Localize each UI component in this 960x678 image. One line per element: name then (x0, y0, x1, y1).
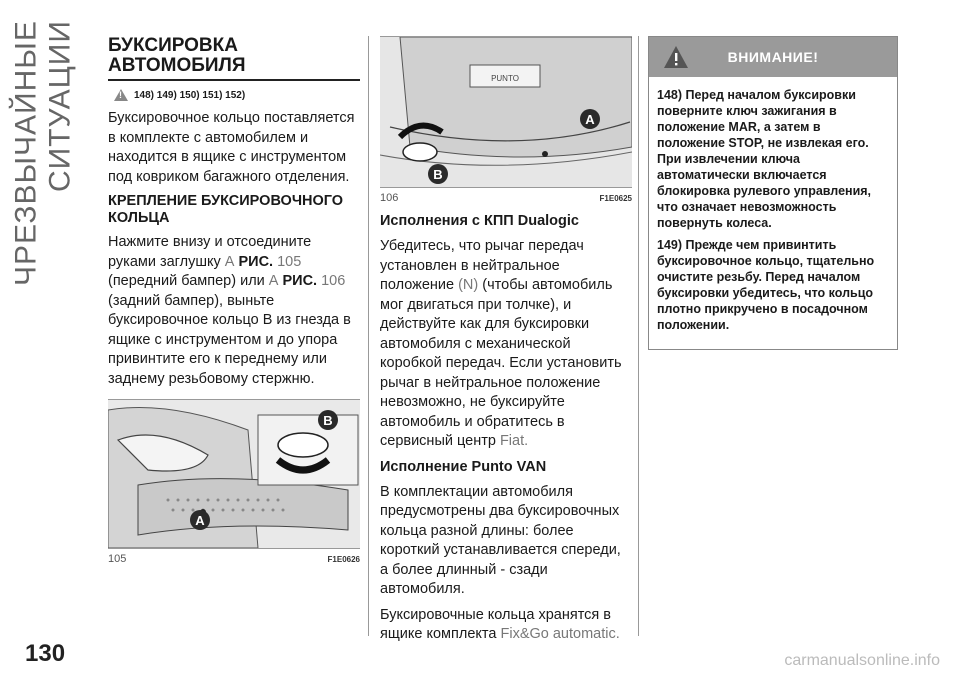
warning-header (649, 37, 897, 77)
note-148: 148) Перед началом буксировки поверните ключ зажигания в положение MAR, а затем в положение STOP, не извлекая его. При извлечении ключа автоматически включается блокировка рулевого управления, что означает невозможность повернуть колеса. (657, 88, 872, 230)
watermark-text: carmanualsonline.info (784, 652, 940, 669)
section-title-line1: БУКСИРОВКА (108, 35, 238, 56)
column-divider (638, 36, 639, 636)
heading-dualogic: Исполнения с КПП Dualogic (380, 213, 579, 229)
section-title (108, 36, 360, 76)
figure-106-caption (380, 192, 632, 204)
dualogic-paragraph: Убедитесь, что рычаг передач установлен в нейтральное положение (N) (чтобы автомобиль мог двигаться при толчке), и действуйте как для буксировки автомобиля с механической коробкой передач. Если установить рычаг в нейтральное положение невозможно, не буксируйте автомобиль и обратитесь в сервисный центр Fiat. (380, 238, 622, 449)
subheading-ring-mount: КРЕПЛЕНИЕ БУКСИРОВОЧНОГО КОЛЬЦА (108, 193, 344, 226)
callout-a: A (190, 510, 210, 530)
mount-instructions: Нажмите внизу и отсоедините руками заглушку А РИС. 105 (передний бампер) или А РИС. 106 (задний бампер), выньте буксировочное кольцо B из гнезда в ящике с инструментом и до упора привинтите его к переднему или заднему резьбовому стержню. (108, 234, 351, 387)
warning-body (649, 77, 897, 349)
callout-b: B (428, 164, 448, 184)
figure-number: 105 (108, 553, 127, 565)
warning-title: ВНИМАНИЕ! (727, 49, 819, 65)
van-paragraph-2: Буксировочные кольца хранятся в ящике комплекта Fix&Go automatic. (380, 606, 620, 642)
heading-punto-van: Исполнение Punto VAN (380, 458, 547, 475)
title-underline (108, 79, 360, 81)
column-divider (368, 36, 369, 636)
note-149: 149) Прежде чем привинтить буксировочное кольцо, тщательно очистите резьбу. Перед началом буксировки убедитесь, что кольцо плотно прикручено в посадочном положении. (657, 238, 875, 332)
column-3 (648, 36, 898, 350)
figure-105-front-bumper (108, 399, 360, 549)
figure-105-caption (108, 553, 360, 565)
figure-number: 106 (380, 192, 399, 204)
side-section-label: ЧРЕЗВЫЧАЙНЫЕ СИТУАЦИИ (9, 20, 77, 286)
warning-triangle-icon (663, 45, 689, 69)
warning-references (114, 89, 360, 101)
callout-b: B (318, 410, 338, 430)
intro-paragraph: Буксировочное кольцо поставляется в комплекте с автомобилем и находится в ящике с инструментом под ковриком багажного отделения. (108, 110, 355, 185)
section-title-line2: АВТОМОБИЛЯ (108, 55, 246, 76)
side-section-tab (0, 0, 90, 678)
van-paragraph-1: В комплектации автомобиля предусмотрены два буксировочных кольца разной длины: более короткий устанавливается спереди, а более длинный - сзади автомобиля. (380, 483, 621, 597)
column-2 (380, 36, 632, 651)
brand-plate-text: PUNTO (491, 74, 519, 83)
callout-a: A (580, 109, 600, 129)
column-1 (108, 36, 360, 565)
warning-refs-text: 148) 149) 150) 151) 152) (134, 89, 246, 101)
warning-box (648, 36, 898, 350)
warning-triangle-icon: ! (114, 89, 128, 101)
page-number: 130 (25, 640, 66, 667)
figure-code: F1E0626 (327, 555, 360, 564)
figure-106-rear-bumper (380, 36, 632, 188)
figure-code: F1E0625 (599, 194, 632, 203)
